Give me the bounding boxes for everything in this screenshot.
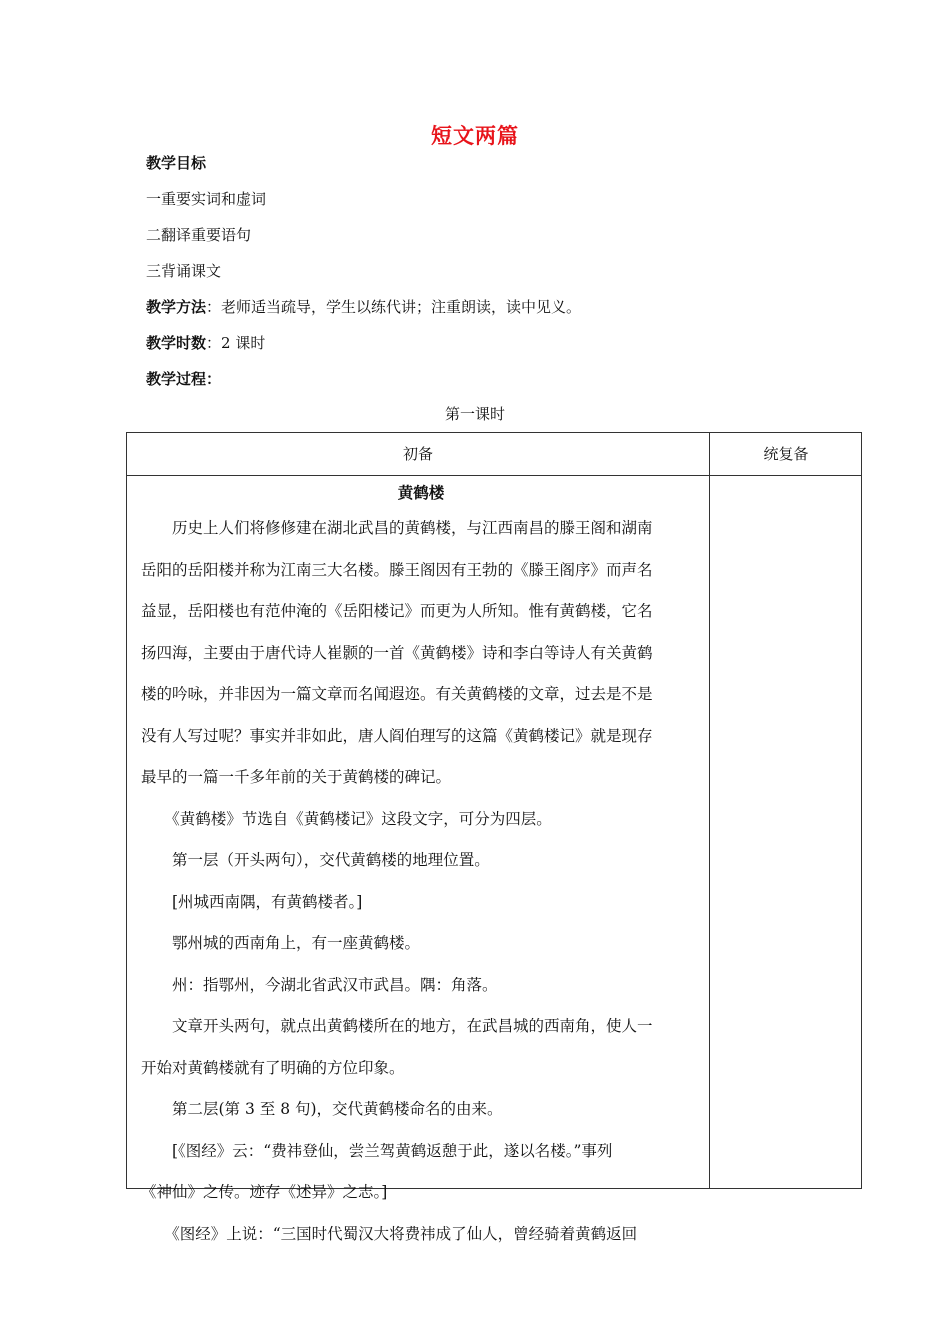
lesson-subtitle: 黄鹤楼 [397, 484, 445, 502]
text-line: 《黄鹤楼》节选自《黄鹤楼记》这段文字，可分为四层。 [141, 809, 552, 828]
header-divider [127, 475, 861, 476]
text-line: 《神仙》之传。迹存《述异》之志。] [141, 1183, 388, 1201]
column-header-review: 统复备 [763, 445, 809, 463]
objectives-heading: 教学目标 [146, 154, 207, 172]
text-line: 楼的吟咏，并非因为一篇文章而名闻遐迩。有关黄鹤楼的文章，过去是不是 [141, 685, 653, 703]
objective-item-3: 三背诵课文 [146, 262, 222, 280]
lesson-table [126, 432, 862, 1243]
section-label: 第一课时 [444, 405, 505, 423]
text-line: 益显，岳阳楼也有范仲淹的《岳阳楼记》而更为人所知。惟有黄鹤楼，它名 [141, 602, 653, 620]
text-line: 岳阳的岳阳楼并称为江南三大名楼。滕王阁因有王勃的《滕王阁序》而声名 [141, 560, 653, 579]
column-divider [709, 433, 710, 1188]
text-line: 第二层(第 3 至 8 句)，交代黄鹤楼命名的由来。 [141, 1100, 503, 1118]
text-line: 没有人写过呢？事实并非如此，唐人阎伯理写的这篇《黄鹤楼记》就是现存 [141, 726, 653, 745]
lesson-content [141, 479, 701, 1255]
text-line: 第一层（开头两句），交代黄鹤楼的地理位置。 [141, 851, 490, 869]
method-line [146, 296, 581, 317]
text-line: 鄂州城的西南角上，有一座黄鹤楼。 [141, 934, 421, 952]
text-line: [《图经》云：“费祎登仙，尝兰驾黄鹤返憩于此，遂以名楼。”事列 [141, 1141, 613, 1160]
method-label: 教学方法 [146, 298, 207, 316]
text-line: [州城西南隅，有黄鹤楼者。] [141, 892, 363, 911]
hours-label: 教学时数 [146, 334, 207, 352]
text-line: 最早的一篇一千多年前的关于黄鹤楼的碑记。 [141, 768, 452, 786]
text-line: 扬四海，主要由于唐代诗人崔颢的一首《黄鹤楼》诗和李白等诗人有关黄鹤 [141, 643, 653, 662]
text-line: 《图经》上说：“三国时代蜀汉大将费祎成了仙人，曾经骑着黄鹤返回 [141, 1224, 638, 1243]
objective-item-1: 一重要实词和虚词 [146, 190, 267, 208]
objective-item-2: 二翻译重要语句 [146, 226, 252, 244]
method-text: ：老师适当疏导，学生以练代讲；注重朗读，读中见义。 [206, 298, 582, 316]
hours-text: ：2 课时 [206, 334, 266, 352]
text-line: 州：指鄂州，今湖北省武汉市武昌。隅：角落。 [141, 975, 498, 994]
text-line: 文章开头两句，就点出黄鹤楼所在的地方，在武昌城的西南角，使人一 [141, 1017, 653, 1035]
process-heading: 教学过程： [146, 370, 222, 388]
hours-line [146, 332, 265, 353]
document-title: 短文两篇 [431, 124, 519, 148]
text-line: 历史上人们将修修建在湖北武昌的黄鹤楼，与江西南昌的滕王阁和湖南 [141, 519, 653, 537]
column-header-initial: 初备 [402, 445, 433, 463]
text-line: 开始对黄鹤楼就有了明确的方位印象。 [141, 1058, 405, 1077]
